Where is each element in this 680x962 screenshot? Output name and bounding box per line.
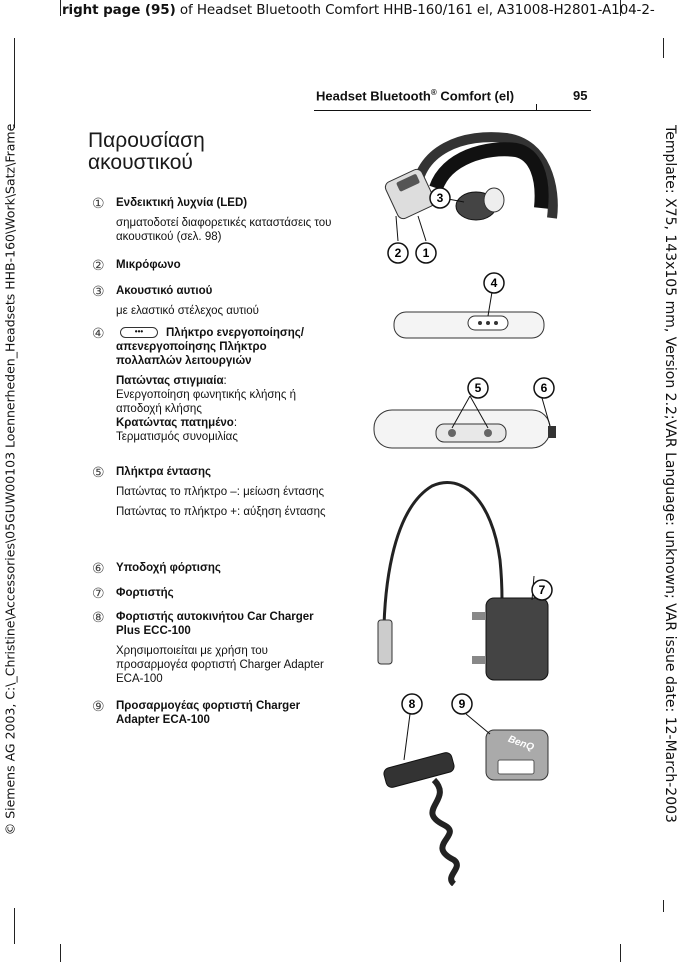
svg-text:7: 7 <box>538 583 546 597</box>
volume-keys <box>436 424 506 442</box>
item-label: Υποδοχή φόρτισης <box>116 562 221 574</box>
item-description: Χρησιμοποιείται με χρήση του προσαρμογέα φορτιστή Charger Adapter ECA-100 <box>116 645 324 685</box>
headset-body <box>383 167 436 220</box>
svg-text:3: 3 <box>436 191 444 205</box>
svg-text:2: 2 <box>394 246 402 260</box>
list-item <box>92 561 332 575</box>
item-description: με ελαστικό στέλεχος αυτιού <box>116 305 259 317</box>
charger-cable <box>384 482 502 660</box>
list-item <box>92 258 332 272</box>
callout-5 <box>468 378 488 398</box>
charger-body <box>486 598 548 680</box>
car-charger-plug <box>383 751 456 788</box>
item-description: Πατώντας το πλήκτρο +: αύξηση έντασης <box>116 506 326 518</box>
callout-1 <box>416 243 436 263</box>
item-number: ⑦ <box>92 585 105 601</box>
item-description: Πατώντας στιγμιαία: Ενεργοποίηση φωνητικής κλήσης ή αποδοχή κλήσης Κρατώντας πατημένο: Τερματισμός συνομιλίας <box>116 375 296 443</box>
item-label: Ακουστικό αυτιού <box>116 285 213 297</box>
callout-line <box>418 216 426 241</box>
copyright-side-text: © Siemens AG 2003, C:\_Christine\Accessories\05GUW00103 Loennerheden_Headsets HHB-160\Work\Satz\Frame <box>2 123 18 836</box>
list-item <box>92 610 332 686</box>
page-number: 95 <box>573 88 588 103</box>
charger-figure <box>372 470 562 692</box>
list-item <box>92 284 332 318</box>
item-number: ① <box>92 195 105 211</box>
svg-text:4: 4 <box>490 276 498 290</box>
multifunction-key-figure <box>388 272 558 362</box>
mains-pin <box>472 612 486 620</box>
item-label: Προσαρμογέας φορτιστή Charger Adapter ECA-100 <box>116 700 301 726</box>
item-description: Πατώντας το πλήκτρο –: μείωση έντασης <box>116 486 325 498</box>
callout-7 <box>532 580 552 600</box>
mains-pin <box>472 656 486 664</box>
callout-line <box>466 714 490 734</box>
volume-keys-figure <box>370 370 560 470</box>
charger-plug <box>378 620 392 664</box>
multifunction-key-icon: ••• <box>120 327 158 338</box>
callout-9 <box>452 694 472 714</box>
item-number: ② <box>92 257 105 273</box>
svg-text:1: 1 <box>422 246 430 260</box>
item-description: σηματοδοτεί διαφορετικές καταστάσεις του ακουστικού (σελ. 98) <box>116 217 332 243</box>
list-item <box>92 699 332 727</box>
list-item <box>92 465 332 519</box>
callout-3 <box>430 188 450 208</box>
svg-text:8: 8 <box>408 697 416 711</box>
svg-text:6: 6 <box>540 381 548 395</box>
item-label: Πλήκτρα έντασης <box>116 466 211 478</box>
adapter-brand-logo: BenQ <box>506 733 536 754</box>
callout-2 <box>388 243 408 263</box>
item-number: ⑥ <box>92 560 105 576</box>
callout-line <box>396 216 398 241</box>
callout-6 <box>534 378 554 398</box>
list-item <box>92 586 332 600</box>
header-rule-tick <box>536 104 537 111</box>
item-number: ⑨ <box>92 698 105 714</box>
item-label: Φορτιστής αυτοκινήτου Car Charger Plus ECC-100 <box>116 611 314 637</box>
section-title: Παρουσίαση ακουστικού <box>88 129 205 174</box>
car-charger-cable <box>432 780 456 884</box>
item-label: Ενδεικτική λυχνία (LED) <box>116 197 248 209</box>
item-number: ⑤ <box>92 464 105 480</box>
item-label: ••• Πλήκτρο ενεργοποίησης/απενεργοποίησης Πλήκτρο πολλαπλών λειτουργιών <box>116 327 304 367</box>
running-head: Headset Bluetooth® Comfort (el) <box>316 88 515 104</box>
crop-mark <box>620 944 621 962</box>
svg-text:5: 5 <box>474 381 482 395</box>
template-side-text: Template: X75, 143x105 mm, Version 2.2;VAR Language: unknown; VAR issue date: 12-March-2003 <box>662 125 678 823</box>
car-charger-figure <box>374 690 564 886</box>
charging-socket <box>548 426 556 438</box>
headset-overview-figure <box>376 128 596 268</box>
list-item <box>92 326 332 444</box>
svg-text:9: 9 <box>458 697 466 711</box>
list-item <box>92 196 332 244</box>
item-label: Μικρόφωνο <box>116 259 181 271</box>
header-rule <box>314 110 591 111</box>
item-number: ⑧ <box>92 609 105 625</box>
crop-info-text: right page (95) of Headset Bluetooth Comfort HHB-160/161 el, A31008-H2801-A104-2- <box>62 2 655 18</box>
ear-tip <box>484 188 504 212</box>
crop-mark <box>60 0 61 16</box>
crop-mark <box>60 944 61 962</box>
callout-line <box>404 714 410 760</box>
item-number: ③ <box>92 283 105 299</box>
item-label: Φορτιστής <box>116 587 174 599</box>
adapter-port <box>498 760 534 774</box>
callout-8 <box>402 694 422 714</box>
item-number: ④ <box>92 325 105 341</box>
callout-4 <box>484 273 504 293</box>
